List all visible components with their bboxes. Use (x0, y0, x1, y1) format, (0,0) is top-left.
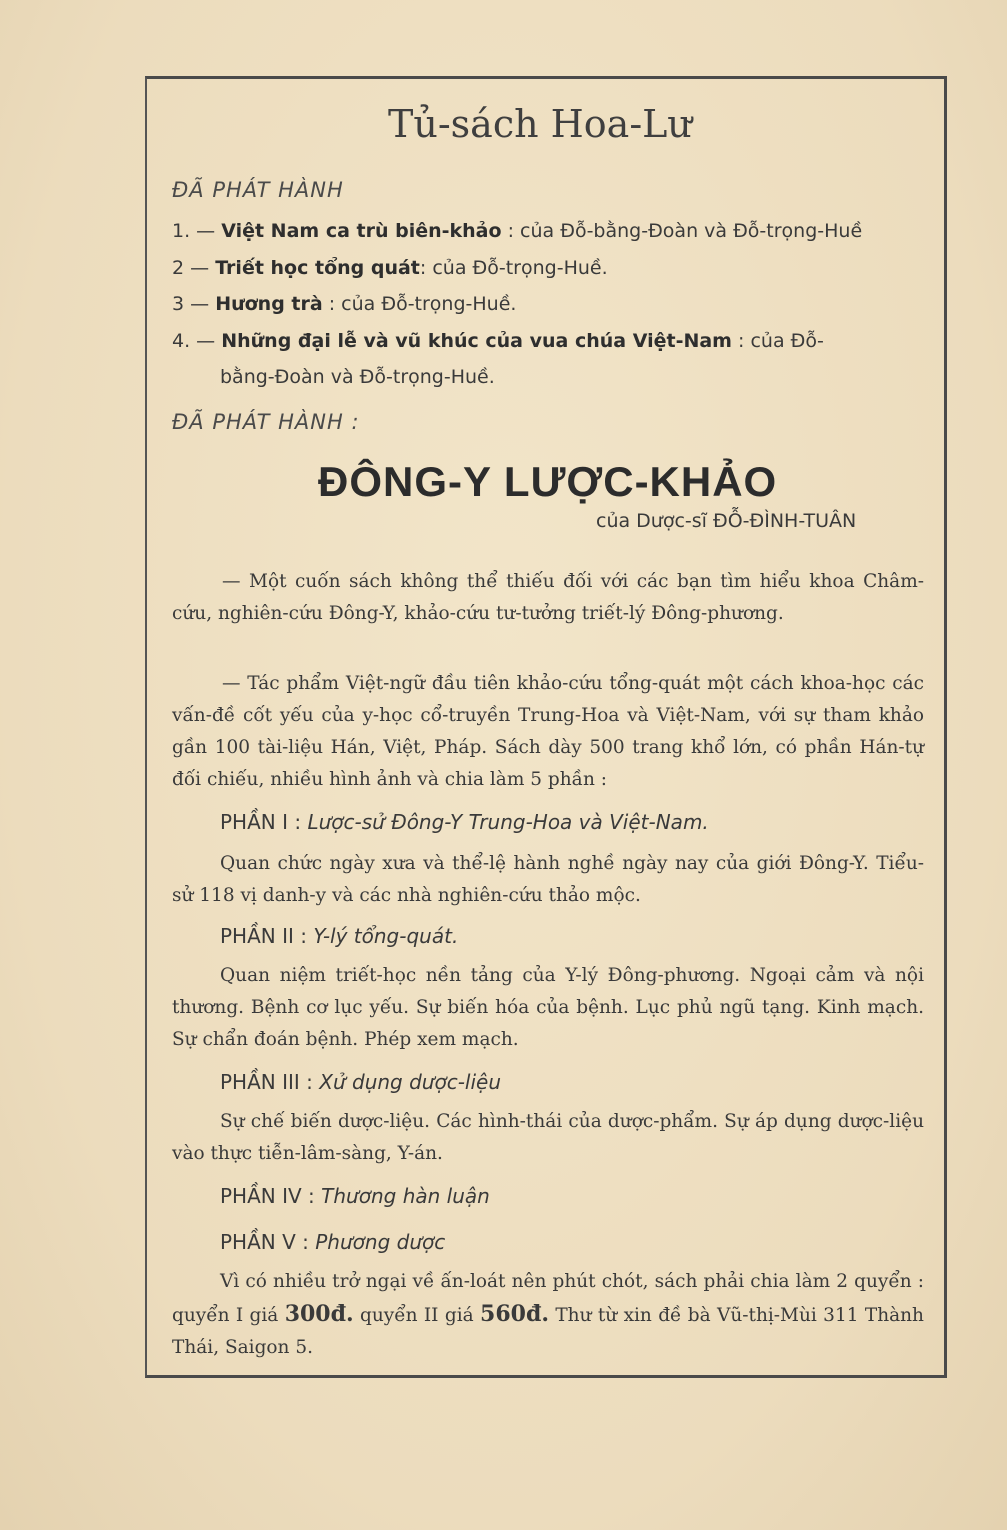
closing-note: Vì có nhiều trở ngại về ấn-loát nên phút chót, sách phải chia làm 2 quyển : quyển I giá 300đ. quyển II giá 560đ. Thư từ xin đề bà Vũ-thị-Mùi 311 Thành Thái, Saigon 5. (172, 1271, 924, 1358)
part-4-heading: PHẦN IV : Thương hàn luận (220, 1184, 490, 1208)
section-published-label-2: ĐÃ PHÁT HÀNH : (172, 410, 360, 434)
part-3-heading: PHẦN III : Xử dụng dược-liệu (220, 1070, 502, 1094)
book-item-2: 2 — Triết học tổng quát: của Đỗ-trọng-Huề. (172, 257, 608, 279)
book-item-3: 3 — Hương trà : của Đỗ-trọng-Huề. (172, 293, 517, 315)
section-published-label: ĐÃ PHÁT HÀNH (172, 178, 344, 202)
para-intro-1: — Một cuốn sách không thể thiếu đối với các bạn tìm hiểu khoa Châm-cứu, nghiên-cứu Đông-Y, khảo-cứu tư-tưởng triết-lý Đông-phương. (172, 571, 924, 624)
book-item-1: 1. — Việt Nam ca trù biên-khảo : của Đỗ-bằng-Đoàn và Đỗ-trọng-Huề (172, 220, 863, 242)
part-2-desc: Quan niệm triết-học nền tảng của Y-lý Đông-phương. Ngoại cảm và nội thương. Bệnh cơ lục yếu. Sự biến hóa của bệnh. Lục phủ ngũ tạng. Kinh mạch. Sự chẩn đoán bệnh. Phép xem mạch. (172, 965, 924, 1050)
para-intro-2: — Tác phẩm Việt-ngữ đầu tiên khảo-cứu tổng-quát một cách khoa-học các vấn-đề cốt yếu của y-học cổ-truyền Trung-Hoa và Việt-Nam, với sự tham khảo gần 100 tài-liệu Hán, Việt, Pháp. Sách dày 500 trang khổ lớn, có phần Hán-tự đối chiếu, nhiều hình ảnh và chia làm 5 phần : (172, 673, 924, 790)
book-item-4: 4. — Những đại lễ và vũ khúc của vua chúa Việt-Nam : của Đỗ- (172, 330, 824, 352)
part-1-heading: PHẦN I : Lược-sử Đông-Y Trung-Hoa và Việt-Nam. (220, 810, 709, 834)
book-item-4-cont: bằng-Đoàn và Đỗ-trọng-Huề. (220, 366, 495, 388)
part-5-heading: PHẦN V : Phương dược (220, 1230, 446, 1254)
price-volume-2: 560đ. (480, 1301, 549, 1327)
book-main-title: ĐÔNG-Y LƯỢC-KHẢO (318, 458, 778, 505)
part-1-desc: Quan chức ngày xưa và thể-lệ hành nghề ngày nay của giới Đông-Y. Tiểu-sử 118 vị danh-y và các nhà nghiên-cứu thảo mộc. (172, 853, 924, 906)
part-2-heading: PHẦN II : Y-lý tổng-quát. (220, 924, 459, 948)
series-title: Tủ-sách Hoa-Lư (388, 102, 692, 146)
part-3-desc: Sự chế biến dược-liệu. Các hình-thái của dược-phẩm. Sự áp dụng dược-liệu vào thực tiễn-lâm-sàng, Y-án. (172, 1111, 924, 1164)
book-main-author: của Dược-sĩ ĐỖ-ĐÌNH-TUÂN (596, 510, 857, 532)
price-volume-1: 300đ. (284, 1301, 354, 1327)
